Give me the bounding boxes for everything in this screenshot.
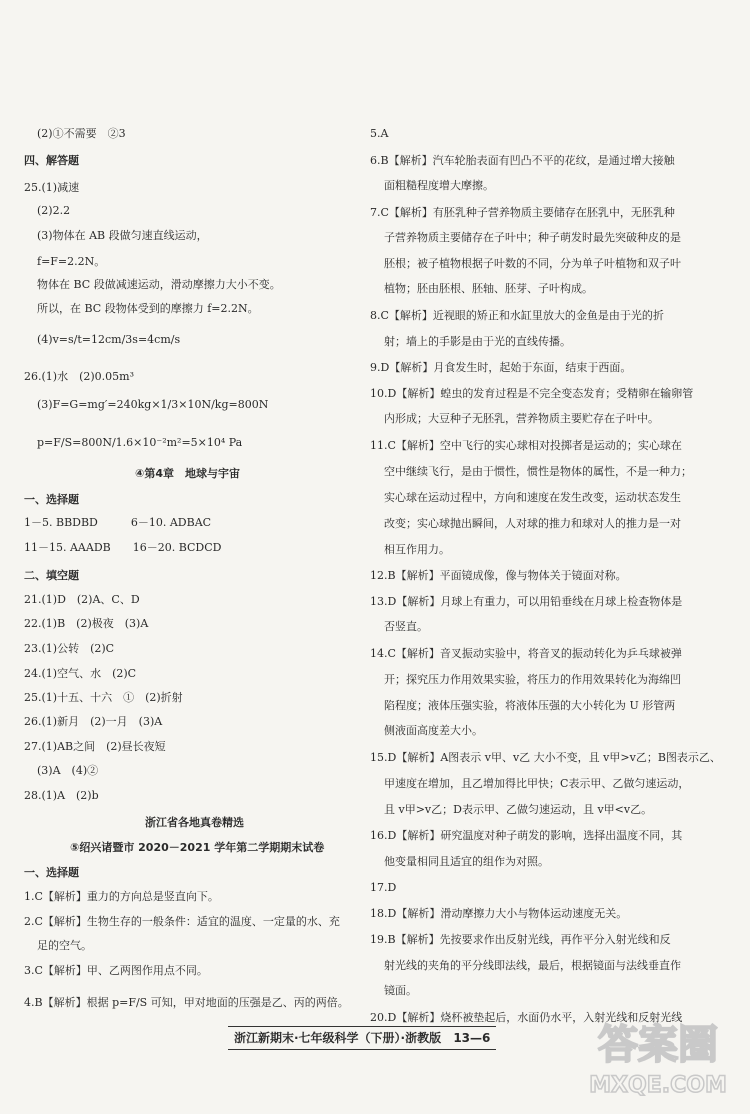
left-text-line: 所以，在 BC 段物体受到的摩擦力 f=2.2N。	[37, 302, 259, 315]
right-text-line: 实心球在运动过程中，方向和速度在发生改变，运动状态发生	[384, 491, 681, 504]
right-text-line: 内形成；大豆种子无胚乳，营养物质主要贮存在子叶中。	[384, 412, 659, 425]
right-text-line: 相互作用力。	[384, 543, 450, 556]
right-text-line: 9.D【解析】月食发生时，起始于东面，结束于西面。	[370, 361, 632, 374]
right-text-line: 改变；实心球抛出瞬间，人对球的推力和球对人的推力是一对	[384, 517, 681, 530]
right-text-line: 7.C【解析】有胚乳种子营养物质主要储存在胚乳中，无胚乳种	[370, 206, 675, 219]
right-text-line: 射；墙上的手影是由于光的直线传播。	[384, 335, 571, 348]
left-text-line: 4.B【解析】根据 p=F/S 可知，甲对地面的压强是乙、丙的两倍。	[24, 996, 349, 1009]
left-text-line: 四、解答题	[24, 154, 79, 167]
left-text-line: f=F=2.2N。	[37, 255, 106, 268]
left-text-line: 足的空气。	[37, 939, 92, 952]
right-text-line: 镜面。	[384, 984, 417, 997]
right-text-line: 空中继续飞行，是由于惯性，惯性是物体的属性，不是一种力；	[384, 465, 692, 478]
right-text-line: 17.D	[370, 881, 397, 894]
right-text-line: 16.D【解析】研究温度对种子萌发的影响，选择出温度不同，其	[370, 829, 683, 842]
right-text-line: 14.C【解析】音叉振动实验中，将音叉的振动转化为乒乓球被弹	[370, 647, 682, 660]
right-text-line: 且 v甲>v乙；D表示甲、乙做匀速运动，且 v甲<v乙。	[384, 803, 653, 816]
left-text-line: 25.(1)十五、十六 ① (2)折射	[24, 691, 183, 704]
left-text-line: 24.(1)空气、水 (2)C	[24, 667, 137, 680]
left-text-line: 28.(1)A (2)b	[24, 789, 99, 802]
right-text-line: 否竖直。	[384, 620, 428, 633]
right-text-line: 5.A	[370, 127, 389, 140]
left-text-line: ⑤绍兴诸暨市 2020－2021 学年第二学期期末试卷	[70, 841, 325, 854]
left-text-line: 26.(1)水 (2)0.05m³	[24, 370, 134, 383]
left-text-line: p=F/S=800N/1.6×10⁻²m²=5×10⁴ Pa	[37, 436, 243, 449]
footer-page-number: 13—6	[453, 1031, 491, 1045]
left-text-line: 二、填空题	[24, 569, 79, 582]
left-text-line: 23.(1)公转 (2)C	[24, 642, 115, 655]
right-text-line: 19.B【解析】先按要求作出反射光线，再作平分入射光线和反	[370, 933, 671, 946]
watermark-logo	[574, 1012, 742, 1100]
right-text-line: 13.D【解析】月球上有重力，可以用铅垂线在月球上检查物体是	[370, 595, 683, 608]
right-text-line: 甲速度在增加，且乙增加得比甲快；C表示甲、乙做匀速运动，	[384, 777, 690, 790]
left-text-line: 物体在 BC 段做减速运动，滑动摩擦力大小不变。	[37, 278, 281, 291]
right-text-line: 植物；胚由胚根、胚轴、胚芽、子叶构成。	[384, 282, 593, 295]
left-text-line: (3)A (4)②	[37, 764, 99, 777]
left-text-line: 3.C【解析】甲、乙两图作用点不同。	[24, 964, 208, 977]
left-text-line: 浙江省各地真卷精选	[145, 816, 244, 829]
right-text-line: 8.C【解析】近视眼的矫正和水缸里放大的金鱼是由于光的折	[370, 309, 664, 322]
watermark-url: MXQE.COM	[589, 1073, 727, 1098]
footer-brand: 浙江新期末·七年级科学（下册）·浙教版	[234, 1031, 442, 1045]
right-text-line: 6.B【解析】汽车轮胎表面有凹凸不平的花纹，是通过增大接触	[370, 154, 675, 167]
watermark-logo-text: 答案圈	[598, 1022, 718, 1068]
left-text-line: 一、选择题	[24, 493, 79, 506]
left-text-line: 一、选择题	[24, 866, 79, 879]
left-text-line: 25.(1)减速	[24, 181, 80, 194]
right-text-line: 12.B【解析】平面镜成像，像与物体关于镜面对称。	[370, 569, 627, 582]
left-text-line: ④第4章 地球与宇宙	[135, 467, 240, 480]
right-text-line: 开；探究压力作用效果实验，将压力的作用效果转化为海绵凹	[384, 673, 681, 686]
left-text-line: (2)2.2	[37, 204, 71, 217]
right-text-line: 射光线的夹角的平分线即法线，最后，根据镜面与法线垂直作	[384, 959, 681, 972]
left-text-line: (3)物体在 AB 段做匀速直线运动，	[37, 229, 208, 242]
left-text-line: 27.(1)AB之间 (2)昼长夜短	[24, 740, 166, 753]
footer-bar	[228, 1026, 496, 1050]
left-text-line: 2.C【解析】生物生存的一般条件：适宜的温度、一定量的水、充	[24, 915, 340, 928]
right-text-line: 胚根；被子植物根据子叶数的不同，分为单子叶植物和双子叶	[384, 257, 681, 270]
left-text-line: (2)①不需要 ②3	[37, 127, 126, 140]
right-text-line: 10.D【解析】蝗虫的发育过程是不完全变态发育；受精卵在输卵管	[370, 387, 694, 400]
left-text-line: (4)v=s/t=12cm/3s=4cm/s	[37, 333, 181, 346]
right-text-line: 面粗糙程度增大摩擦。	[384, 179, 494, 192]
right-text-line: 他变量相同且适宜的组作为对照。	[384, 855, 549, 868]
right-text-line: 陷程度；液体压强实验，将液体压强的大小转化为 U 形管两	[384, 699, 676, 712]
right-text-line: 15.D【解析】A图表示 v甲、v乙 大小不变，且 v甲>v乙；B图表示乙、	[370, 751, 721, 764]
right-text-line: 18.D【解析】滑动摩擦力大小与物体运动速度无关。	[370, 907, 628, 920]
left-text-line: 26.(1)新月 (2)一月 (3)A	[24, 715, 163, 728]
left-text-line: 11－15. AAADB 16－20. BCDCD	[24, 541, 222, 554]
right-text-line: 11.C【解析】空中飞行的实心球相对投掷者是运动的；实心球在	[370, 439, 682, 452]
right-text-line: 侧液面高度差大小。	[384, 724, 483, 737]
left-text-line: 22.(1)B (2)极夜 (3)A	[24, 617, 149, 630]
left-text-line: 21.(1)D (2)A、C、D	[24, 593, 140, 606]
left-text-line: 1－5. BBDBD 6－10. ADBAC	[24, 516, 212, 529]
right-text-line: 20.D【解析】烧杯被垫起后，水面仍水平，入射光线和反射光线	[370, 1011, 683, 1024]
left-text-line: 1.C【解析】重力的方向总是竖直向下。	[24, 890, 219, 903]
left-text-line: (3)F=G=mg′=240kg×1/3×10N/kg=800N	[37, 398, 269, 411]
right-text-line: 子营养物质主要储存在子叶中；种子萌发时最先突破种皮的是	[384, 231, 681, 244]
